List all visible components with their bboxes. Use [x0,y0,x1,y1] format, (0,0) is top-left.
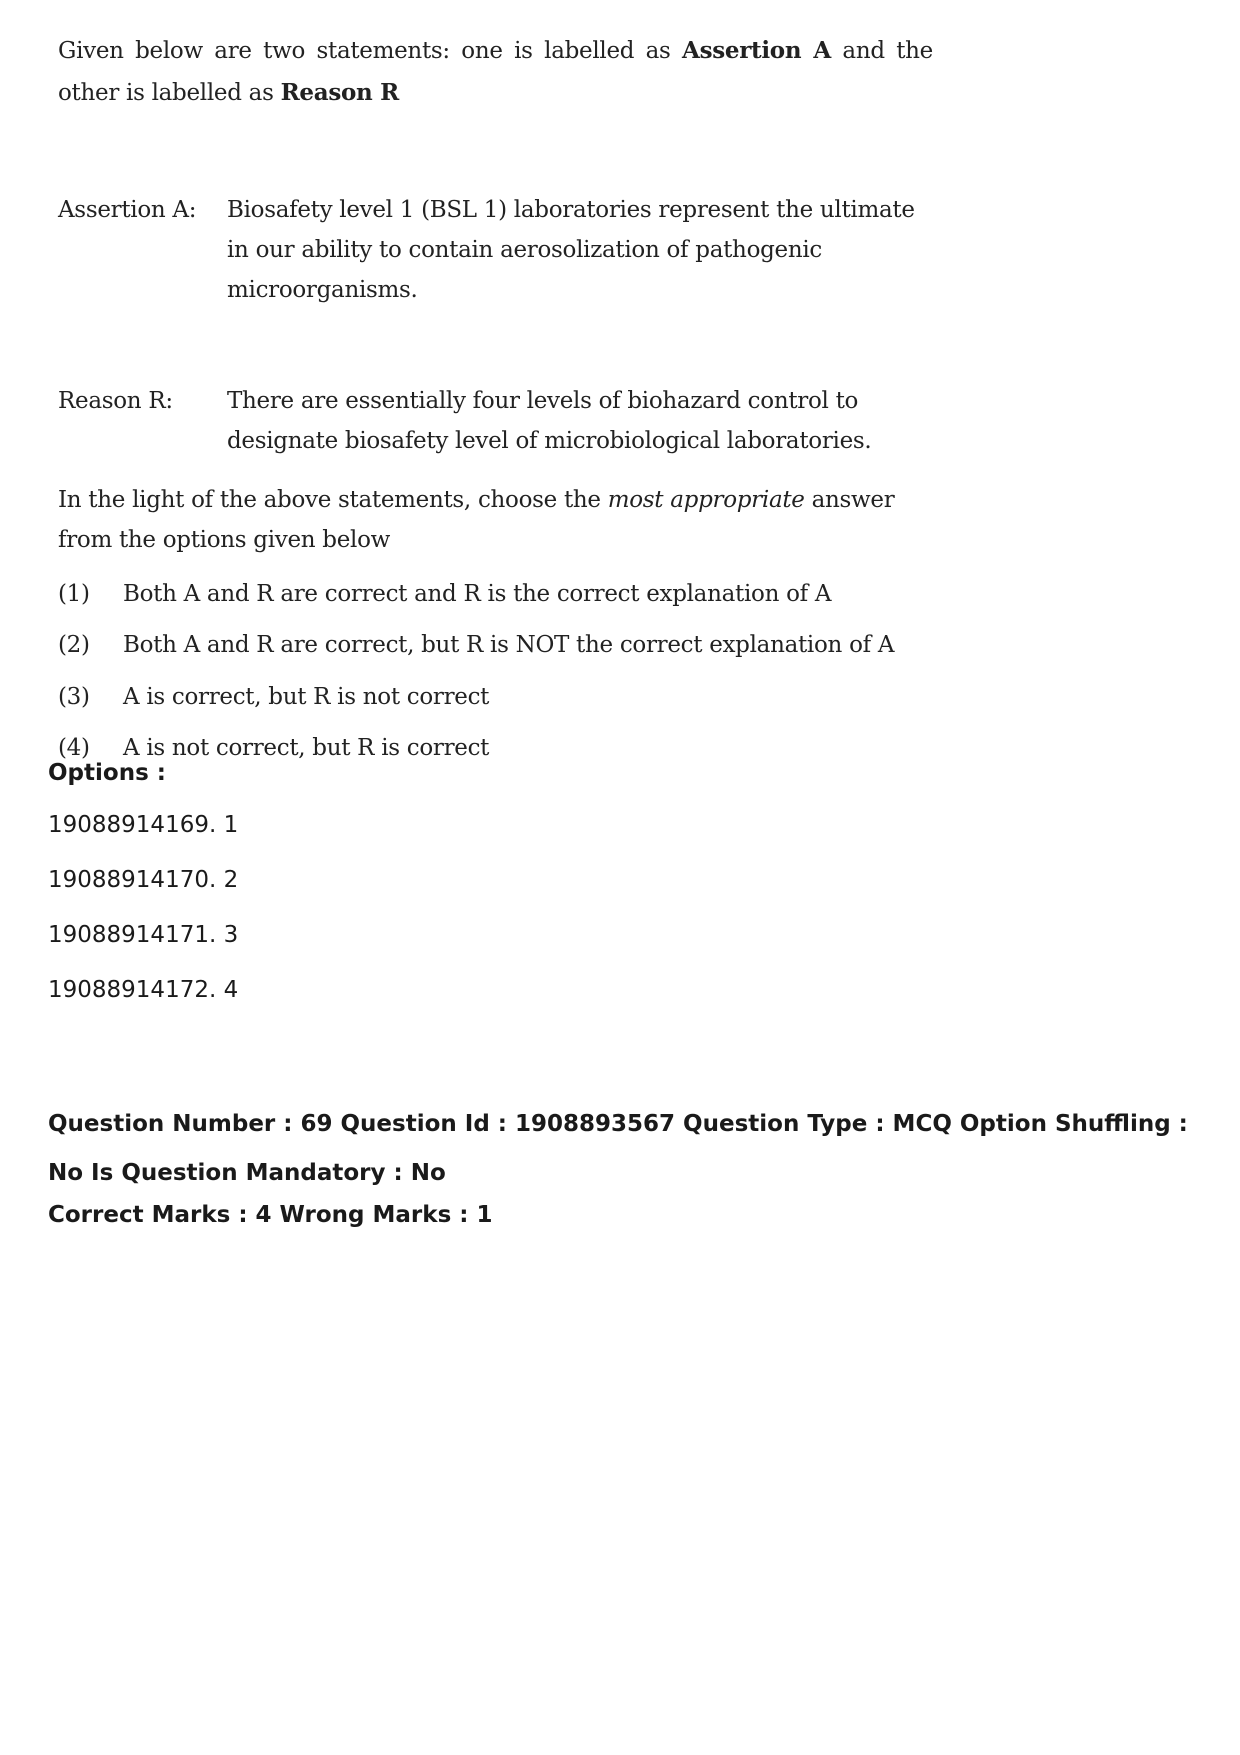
options-heading: Options : [48,760,166,786]
choice-number: (2) [58,632,90,659]
option-item: 19088914170. 2 [48,867,239,893]
choice-number: (1) [58,580,90,607]
reason-label: Reason R: [58,388,173,414]
reason-statement [58,381,938,461]
choice-item [58,568,938,620]
choice-item [58,723,938,775]
choice-list [58,568,938,774]
prompt-text-1: In the light of the above statements, choose the [58,487,608,513]
assertion-text: Biosafety level 1 (BSL 1) laboratories represent the ultimate in our ability to contain aerosolization of pathogenic microorganisms. [227,197,915,303]
intro-text-1: Given below are two statements: one is labelled as [58,38,683,64]
choice-item [58,671,938,723]
question-info: Question Number : 69 Question Id : 1908893567 Question Type : MCQ Option Shuffling : No Is Question Mandatory : No [48,1111,1188,1186]
reason-text: There are essentially four levels of biohazard control to designate biosafety level of microbiological laboratories. [227,388,872,454]
prompt-text-2: answer from the options given below [58,487,895,553]
option-item: 19088914171. 3 [48,922,239,948]
choice-text: A is correct, but R is not correct [123,683,490,710]
choice-number: (3) [58,683,90,710]
question-prompt [58,480,938,560]
reason-r-bold: Reason R [280,79,399,106]
choice-item [58,620,938,672]
option-item: 19088914169. 1 [48,812,239,838]
question-intro [58,30,933,114]
assertion-label: Assertion A: [58,197,197,223]
choice-text: Both A and R are correct and R is the correct explanation of A [123,580,832,607]
option-item: 19088914172. 4 [48,977,239,1003]
choice-number: (4) [58,735,90,762]
intro-text-2: and the other is labelled as [58,38,933,106]
question-image [58,30,938,774]
option-list [48,810,238,1030]
assertion-statement [58,190,938,310]
choice-text: Both A and R are correct, but R is NOT the correct explanation of A [123,632,895,659]
prompt-emphasis: most appropriate [607,487,805,513]
assertion-a-bold: Assertion A [682,37,831,64]
marks-info: Correct Marks : 4 Wrong Marks : 1 [48,1202,493,1228]
choice-text: A is not correct, but R is correct [123,735,490,762]
